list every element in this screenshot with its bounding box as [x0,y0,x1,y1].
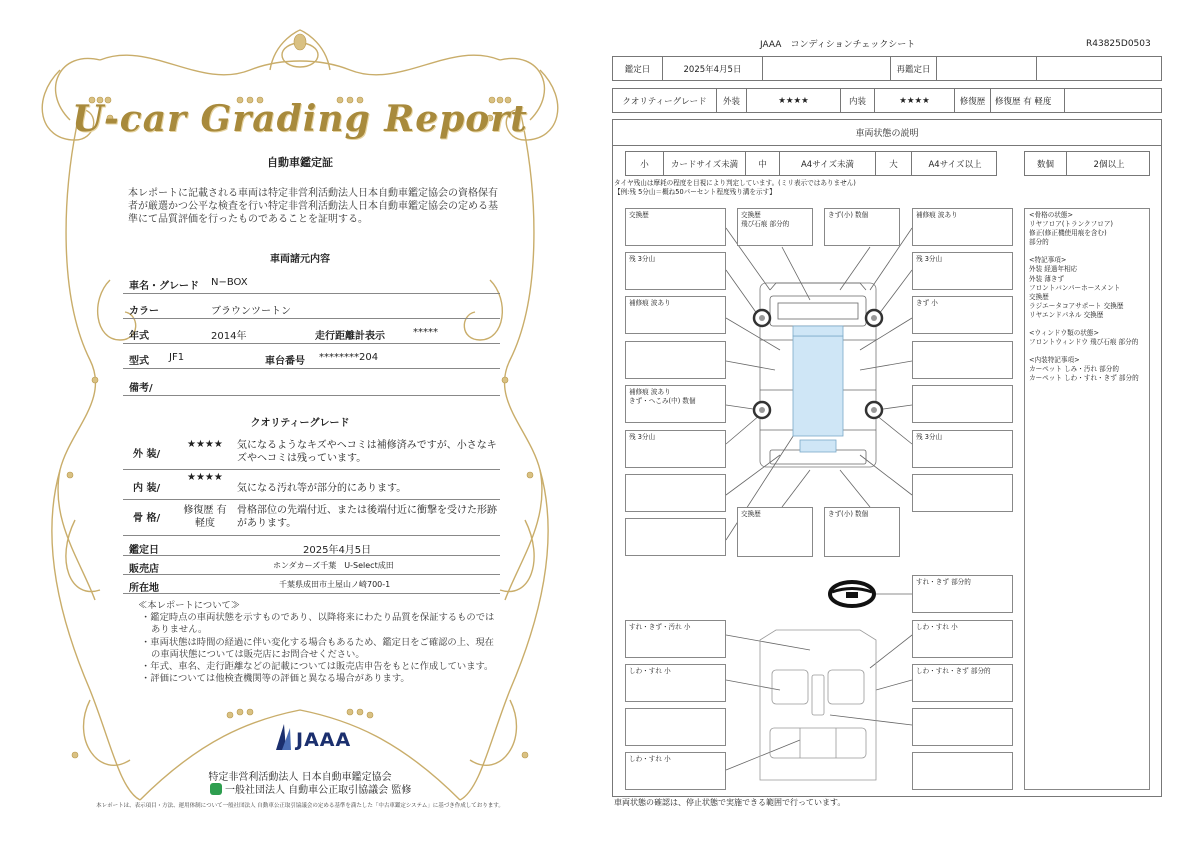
legend-count: 数個 [1025,152,1067,175]
exterior-stars: ★★★★ [747,89,841,112]
interior-box-r3: しわ・すれ・きず 部分的 [912,664,1013,702]
date-blank [763,57,891,80]
legend-small-desc: カードサイズ未満 [664,152,746,175]
notes-interior-title: <内装特記事項> [1029,356,1080,365]
interior-box-r4 [912,708,1013,746]
exterior-text: 気になるようなキズやヘコミは補修済みですが、小さなキズやヘコミは残っています。 [237,440,497,464]
interior-box-l2: しわ・すれ 小 [625,664,726,702]
info-row-date [123,537,500,556]
notes-special-lines: 外装 経過年相応 外装 薄きず フロントバンパーホースメント 交換歴 ラジエータコアサポート 交換歴 リヤエンドパネル 交換歴 [1029,265,1124,319]
exterior-box-r5 [912,385,1013,423]
legend-small: 小 [626,152,664,175]
exterior-stars: ★★★★ [187,439,223,450]
year-value: 2014年 [211,331,247,342]
notes-special-title: <特記事項> [1029,256,1067,265]
sheet-id: R43825D0503 [1086,39,1151,49]
sheet-footer: 車両状態の確認は、停止状態で実施できる範囲で行っています。 [614,798,846,807]
spec-row-model [123,346,500,369]
jaaa-logo-text: JAAA [296,729,352,751]
chassis-label: 車台番号 [265,356,305,367]
interior-stars: ★★★★ [187,472,223,483]
notes-frame [1029,211,1145,247]
sheet-title: JAAA コンディションチェックシート [760,40,916,50]
frame-text: 骨格部位の先端付近、または後端付近に衝撃を受けた形跡があります。 [237,505,497,529]
association-name: 特定非営利活動法人 日本自動車鑑定協会 [208,772,392,783]
supervisor-text: 一般社団法人 自動車公正取引協議会 監修 [225,785,412,796]
note-item: ・鑑定時点の車両状態を示すものであり、以降将来にわたり品質を保証するものではありません。 [141,612,495,636]
legend-count-desc: 2個以上 [1093,159,1125,170]
tire-note-line2: 【例:残 5分山＝概ね50パーセント程度残り溝を示す】 [614,188,776,196]
date-value: 2025年4月5日 [303,545,372,556]
mileage-value: ***** [413,327,438,338]
spec-row-year [123,321,500,344]
name-label: 車名・グレード [129,281,199,292]
panel-title: 車両状態の説明 [613,120,1161,146]
chassis-value: ********204 [319,352,379,363]
location-label: 所在地 [129,583,159,594]
exterior-box-r3: きず 小 [912,296,1013,334]
spec-row-color [123,296,500,319]
certificate-footnote: 本レポートは、表示項目・方法、運用体制について一般社団法人 自動車公正取引協議会の定める基準を満たした「中古車鑑定システム」に基づき作成しております。 [96,803,504,809]
name-value: N−BOX [211,277,248,288]
redate-label: 再鑑定日 [891,57,937,80]
interior-text: 気になる汚れ等が部分的にあります。 [237,483,407,494]
exterior-label: 外装 [717,89,747,112]
exterior-box-b1: 交換歴 [737,507,813,557]
certificate-title: U-car Grading Report [72,98,528,140]
interior-box-r1: すれ・きず 部分的 [912,575,1013,613]
dealer-value: ホンダカーズ千葉 U-Select成田 [273,561,394,570]
spec-heading: 車両諸元内容 [270,254,330,265]
redate-value [937,57,1037,80]
notes-frame-title: <骨格の状態> [1029,211,1074,219]
model-label: 型式 [129,356,149,367]
exterior-box-l1: 交換歴 [625,208,726,246]
certificate-subtitle: 自動車鑑定証 [267,156,333,169]
date-table [612,56,1162,81]
repair-label: 修復歴 [955,89,991,112]
notes-window [1029,329,1145,347]
notes-interior [1029,356,1145,383]
exterior-box-l3: 補修痕 波あり [625,296,726,334]
exterior-box-l6: 残 3分山 [625,430,726,468]
location-value: 千葉県成田市土屋山ノ崎700-1 [279,580,391,589]
exterior-box-r2: 残 3分山 [912,252,1013,290]
legend-medium: 中 [746,152,780,175]
date-label: 鑑定日 [129,545,159,556]
exterior-box-b2: きず(小) 数個 [824,507,900,557]
note-item: ・年式、車名、走行距離などの記載については販売店申告をもとに作成しています。 [141,661,494,673]
exterior-box-l7 [625,474,726,512]
exterior-box-r4 [912,341,1013,379]
grade-row-exterior [123,433,500,470]
exterior-box-t2: きず(小) 数個 [824,208,900,246]
quality-table [612,88,1162,113]
supervisor-name [210,781,411,796]
notes-window-lines: フロントウィンドウ 飛び石痕 部分的 [1029,338,1139,347]
report-notes [138,600,498,685]
spec-row-remarks [123,373,500,396]
interior-stars: ★★★★ [875,89,955,112]
dealer-label: 販売店 [129,564,159,575]
tire-note [614,179,856,197]
mileage-label: 走行距離計表示 [315,331,385,342]
interior-label: 内 装/ [133,483,161,494]
interior-label: 内装 [841,89,875,112]
condition-notes [1024,208,1150,790]
grade-heading: クオリティーグレード [250,418,350,429]
interior-box-r5 [912,752,1013,790]
exterior-box-r1: 補修痕 波あり [912,208,1013,246]
info-row-dealer [123,556,500,575]
interior-box-l4: しわ・すれ 小 [625,752,726,790]
frame-label: 骨 格/ [133,513,161,524]
exterior-label: 外 装/ [133,449,161,460]
color-value: ブラウンツートン [211,306,291,317]
certificate-intro: 本レポートに記載される車両は特定非営利活動法人日本自動車鑑定協会の資格保有者が厳選かつ公平な検査を行い特定非営利活動法人日本自動車鑑定協会の定める基準にて品質評価を行ったものであることを証明する。 [128,188,498,225]
remarks-label: 備考/ [129,383,153,394]
year-label: 年式 [129,331,149,342]
fair-trade-icon [210,783,222,795]
note-item: ・車両状態は時間の経過に伴い変化する場合もあるため、鑑定日をご確認の上、現在の車両状態については販売店にお問合せください。 [141,636,494,660]
grade-row-interior [123,470,500,500]
exterior-box-l2: 残 3分山 [625,252,726,290]
exterior-box-r7 [912,474,1013,512]
notes-window-title: <ウィンドウ類の状態> [1029,329,1099,338]
legend-medium-desc: A4サイズ未満 [780,152,876,175]
exterior-box-l5: 補修痕 波あり きず・へこみ(中) 数個 [625,385,726,423]
size-legend [625,151,997,176]
exterior-box-l8 [625,518,726,556]
notes-frame-lines: リヤフロア(トランクフロア) 修正(修正機使用痕を含む) 部分的 [1029,220,1114,247]
spec-row-name [123,271,500,294]
frame-grade: 修復歴 有 軽度 [183,505,227,529]
legend-large: 大 [876,152,912,175]
condition-check-sheet [600,0,1200,848]
date-value: 2025年4月5日 [663,57,763,80]
exterior-box-r6: 残 3分山 [912,430,1013,468]
notes-title: ≪本レポートについて≫ [138,600,241,611]
legend-large-desc: A4サイズ以上 [928,159,982,170]
color-label: カラー [129,306,159,317]
repair-value: 修復歴 有 軽度 [991,89,1065,112]
exterior-box-l4 [625,341,726,379]
note-item: ・評価については他検査機関等の評価と異なる場合があります。 [141,673,410,685]
tire-note-line1: タイヤ残山は摩耗の程度を目視により判定しています。(ミリ表示ではありません) [614,179,856,187]
info-row-location [123,575,500,594]
notes-special [1029,256,1145,320]
interior-box-l1: すれ・きず・汚れ 小 [625,620,726,658]
exterior-box-t1: 交換歴 飛び石痕 部分的 [737,208,813,246]
count-legend [1024,151,1150,176]
quality-label: クオリティーグレード [613,89,717,112]
interior-box-r2: しわ・すれ 小 [912,620,1013,658]
model-value: JF1 [169,352,185,363]
grade-row-frame [123,500,500,536]
interior-box-l3 [625,708,726,746]
notes-interior-lines: カーペット しみ・汚れ 部分的 カーペット しわ・すれ・きず 部分的 [1029,365,1139,383]
date-label: 鑑定日 [613,57,663,80]
